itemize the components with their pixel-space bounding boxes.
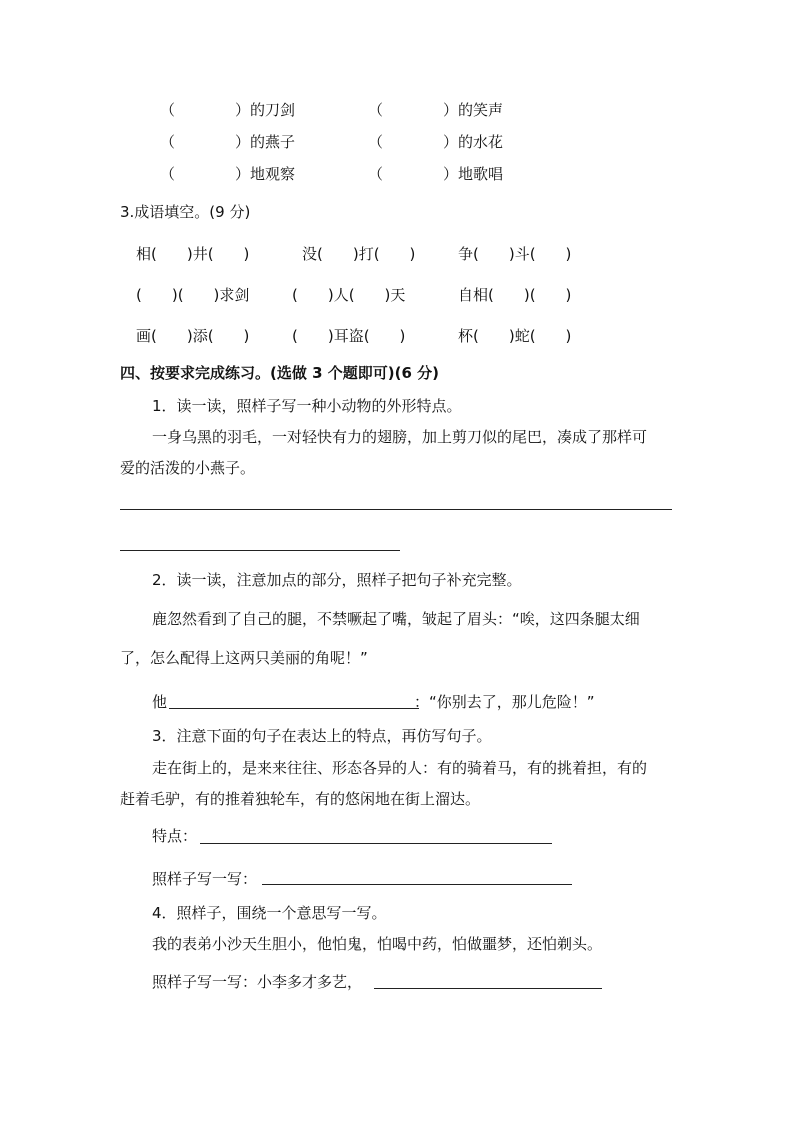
idiom-item: 画( )添( ) <box>136 327 250 345</box>
idiom-item: ( )( )求剑 <box>136 286 250 304</box>
q1-answer-line-2[interactable] <box>120 550 400 551</box>
q2-answer-suffix: ：“你别去了，那儿危险！” <box>414 693 595 711</box>
q4-example: 我的表弟小沙天生胆小，他怕鬼，怕喝中药，怕做噩梦，还怕剃头。 <box>152 935 603 953</box>
fill-item-gechang: （ ）地歌唱 <box>368 165 504 183</box>
idiom-section-title: 3.成语填空。(9 分) <box>120 203 251 221</box>
fill-item-guancha: （ ）地观察 <box>160 165 296 183</box>
idiom-item: 没( )打( ) <box>302 245 416 263</box>
q4-imitate-line[interactable] <box>374 988 602 989</box>
q2-answer-line[interactable] <box>169 708 419 709</box>
idiom-item: 自相( )( ) <box>458 286 572 304</box>
idiom-item: ( )耳盗( ) <box>292 327 406 345</box>
q3-imitate-line[interactable] <box>262 884 572 885</box>
fill-item-yanzi: （ ）的燕子 <box>160 133 296 151</box>
section4-title: 四、按要求完成练习。(选做 3 个题即可)(6 分) <box>120 364 439 382</box>
fill-item-daojian: （ ）的刀剑 <box>160 101 296 119</box>
idiom-item: 相( )井( ) <box>136 245 250 263</box>
q1-prompt: 1．读一读，照样子写一种小动物的外形特点。 <box>152 397 462 415</box>
q2-prompt: 2．读一读，注意加点的部分，照样子把句子补充完整。 <box>152 571 522 589</box>
q3-example-line2: 赶着毛驴，有的推着独轮车，有的悠闲地在街上溜达。 <box>120 790 481 808</box>
q2-example-line1: 鹿忽然看到了自己的腿，不禁噘起了嘴，皱起了眉头：“唉，这四条腿太细 <box>152 610 640 628</box>
q1-example-line1: 一身乌黑的羽毛，一对轻快有力的翅膀，加上剪刀似的尾巴，凑成了那样可 <box>152 428 648 446</box>
idiom-item: 争( )斗( ) <box>458 245 572 263</box>
fill-item-shuihua: （ ）的水花 <box>368 133 504 151</box>
q2-answer-prefix: 他 <box>152 693 168 711</box>
q2-example-line2: 了，怎么配得上这两只美丽的角呢！” <box>120 649 368 667</box>
q1-answer-line-1[interactable] <box>120 509 672 510</box>
q3-prompt: 3．注意下面的句子在表达上的特点，再仿写句子。 <box>152 727 492 745</box>
q4-imitate-label: 照样子写一写：小李多才多艺， <box>152 973 363 991</box>
q3-feature-label: 特点： <box>152 827 198 845</box>
idiom-item: 杯( )蛇( ) <box>458 327 572 345</box>
q4-prompt: 4．照样子，围绕一个意思写一写。 <box>152 904 387 922</box>
fill-item-xiaosheng: （ ）的笑声 <box>368 101 504 119</box>
q3-example-line1: 走在街上的，是来来往往、形态各异的人：有的骑着马，有的挑着担，有的 <box>152 759 648 777</box>
idiom-item: ( )人( )天 <box>292 286 406 304</box>
q3-feature-line[interactable] <box>200 843 552 844</box>
q3-imitate-label: 照样子写一写： <box>152 870 258 888</box>
q1-example-line2: 爱的活泼的小燕子。 <box>120 459 256 477</box>
